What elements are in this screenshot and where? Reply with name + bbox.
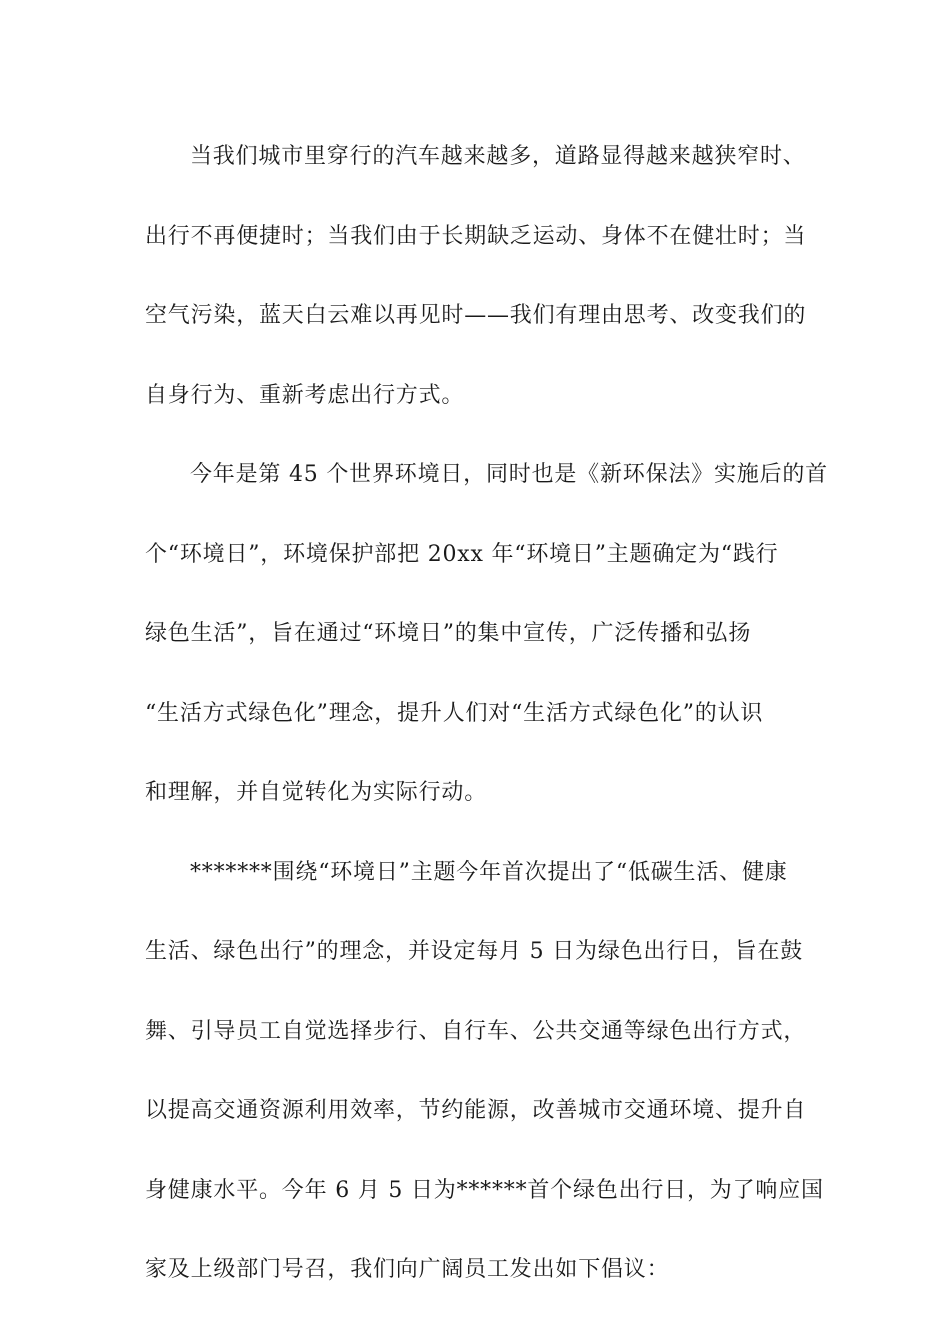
text-line: 家及上级部门号召，我们向广阔员工发出如下倡议： <box>145 1257 670 1282</box>
text-line: 当我们城市里穿行的汽车越来越多，道路显得越来越狭窄时、 <box>190 144 806 169</box>
text-line: 舞、引导员工自觉选择步行、自行车、公共交通等绿色出行方式， <box>145 1019 807 1044</box>
text-line: 以提高交通资源利用效率，节约能源，改善城市交通环境、提升自 <box>145 1098 807 1123</box>
text-line: 出行不再便捷时；当我们由于长期缺乏运动、身体不在健壮时；当 <box>145 224 807 249</box>
text-line: 今年是第 45 个世界环境日，同时也是《新环保法》实施后的首 <box>190 462 828 487</box>
text-line: 空气污染，蓝天白云难以再见时——我们有理由思考、改变我们的 <box>145 303 807 328</box>
text-line: *******围绕“环境日”主题今年首次提出了“低碳生活、健康 <box>190 860 788 885</box>
text-line: 个“环境日”，环境保护部把 20xx 年“环境日”主题确定为“践行 <box>145 542 779 567</box>
text-line: 自身行为、重新考虑出行方式。 <box>145 383 465 408</box>
text-line: 绿色生活”，旨在通过“环境日”的集中宣传，广泛传播和弘扬 <box>145 621 752 646</box>
text-line: “生活方式绿色化”理念，提升人们对“生活方式绿色化”的认识 <box>145 701 764 726</box>
text-line: 生活、绿色出行”的理念，并设定每月 5 日为绿色出行日，旨在鼓 <box>145 939 804 964</box>
text-line: 和理解，并自觉转化为实际行动。 <box>145 780 488 805</box>
text-line: 身健康水平。今年 6 月 5 日为******首个绿色出行日，为了响应国 <box>145 1178 824 1203</box>
